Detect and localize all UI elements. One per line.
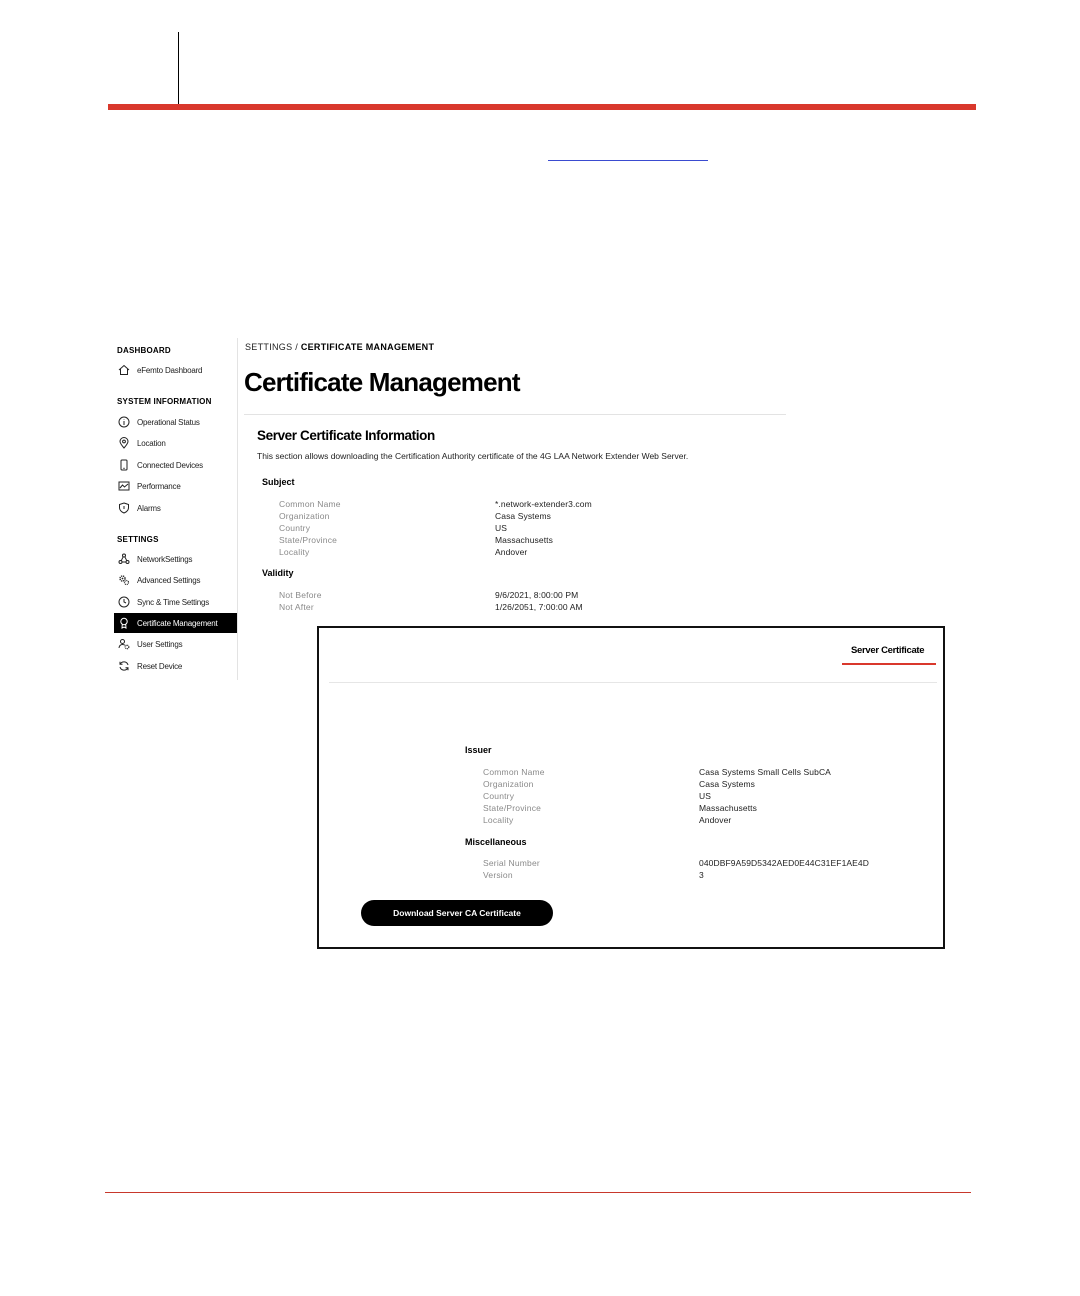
download-server-ca-certificate-button[interactable]: Download Server CA Certificate	[361, 900, 553, 926]
page-footer-rule	[105, 1192, 971, 1193]
user-settings-icon	[117, 637, 131, 651]
subject-organization-label: Organization	[279, 511, 330, 521]
issuer-country-label: Country	[483, 791, 515, 801]
serial-number-label: Serial Number	[483, 858, 540, 868]
sidebar-item-certificate-management[interactable]	[114, 613, 237, 633]
title-divider	[244, 414, 786, 415]
phone-icon	[117, 458, 131, 472]
reset-icon	[117, 659, 131, 673]
page-header-bar	[108, 104, 976, 110]
panel-divider	[329, 682, 937, 683]
sidebar-item-label: Reset Device	[137, 661, 183, 671]
sidebar-item-connected-devices[interactable]	[114, 455, 237, 475]
validity-not-before-label: Not Before	[279, 590, 322, 600]
issuer-common-name-value: Casa Systems Small Cells SubCA	[699, 767, 831, 777]
subject-locality-label: Locality	[279, 547, 310, 557]
sidebar-item-sync-time-settings[interactable]	[114, 592, 237, 612]
serial-number-value: 040DBF9A59D5342AED0E44C31EF1AE4D	[699, 858, 869, 868]
miscellaneous-heading: Miscellaneous	[465, 837, 527, 847]
network-icon	[117, 552, 131, 566]
sidebar-item-efemto-dashboard[interactable]	[114, 360, 237, 380]
breadcrumb-parent[interactable]: SETTINGS	[245, 342, 293, 352]
subject-state-label: State/Province	[279, 535, 338, 545]
page-header-divider	[178, 32, 179, 106]
gears-icon	[117, 573, 131, 587]
validity-not-before-value: 9/6/2021, 8:00:00 PM	[495, 590, 579, 600]
sidebar-item-label: Operational Status	[137, 417, 200, 427]
certificate-icon	[117, 616, 131, 630]
sidebar-heading-settings: SETTINGS	[117, 535, 159, 544]
home-icon	[117, 363, 131, 377]
sidebar-item-label: Certificate Management	[137, 618, 218, 628]
sidebar-item-performance[interactable]	[114, 476, 237, 496]
shield-icon	[117, 501, 131, 515]
breadcrumb	[245, 342, 434, 352]
sidebar-item-user-settings[interactable]	[114, 634, 237, 654]
issuer-state-label: State/Province	[483, 803, 542, 813]
sidebar-item-label: User Settings	[137, 639, 183, 649]
sidebar-item-network-settings[interactable]	[114, 549, 237, 569]
issuer-organization-label: Organization	[483, 779, 534, 789]
sidebar	[113, 338, 238, 680]
sidebar-item-label: Location	[137, 438, 166, 448]
issuer-heading: Issuer	[465, 745, 492, 755]
version-label: Version	[483, 870, 513, 880]
version-value: 3	[699, 870, 704, 880]
issuer-common-name-label: Common Name	[483, 767, 545, 777]
sidebar-item-alarms[interactable]	[114, 498, 237, 518]
subject-common-name-value: *.network-extender3.com	[495, 499, 592, 509]
clock-icon	[117, 595, 131, 609]
sidebar-item-reset-device[interactable]	[114, 656, 237, 676]
sidebar-item-operational-status[interactable]	[114, 412, 237, 432]
subject-common-name-label: Common Name	[279, 499, 341, 509]
subject-country-value: US	[495, 523, 508, 533]
issuer-organization-value: Casa Systems	[699, 779, 755, 789]
issuer-locality-value: Andover	[699, 815, 732, 825]
sidebar-item-location[interactable]	[114, 433, 237, 453]
sidebar-item-label: Advanced Settings	[137, 575, 201, 585]
sidebar-item-label: Alarms	[137, 503, 161, 513]
info-icon	[117, 415, 131, 429]
sidebar-item-label: Sync & Time Settings	[137, 597, 210, 607]
sidebar-item-advanced-settings[interactable]	[114, 570, 237, 590]
page-hyperlink-underline[interactable]	[548, 160, 708, 161]
sidebar-item-label: eFemto Dashboard	[137, 365, 203, 375]
issuer-state-value: Massachusetts	[699, 803, 757, 813]
tab-active-indicator	[842, 663, 936, 665]
section-description: This section allows downloading the Certification Authority certificate of the 4G LAA Network Extender Web Server.	[257, 451, 689, 461]
subject-organization-value: Casa Systems	[495, 511, 551, 521]
server-certificate-panel	[317, 626, 945, 949]
validity-not-after-label: Not After	[279, 602, 314, 612]
breadcrumb-current: CERTIFICATE MANAGEMENT	[300, 342, 435, 352]
sidebar-heading-dashboard: DASHBOARD	[117, 346, 171, 355]
sidebar-heading-system-information: SYSTEM INFORMATION	[117, 397, 212, 406]
subject-country-label: Country	[279, 523, 311, 533]
sidebar-item-label: Connected Devices	[137, 460, 203, 470]
validity-heading: Validity	[262, 568, 294, 578]
subject-locality-value: Andover	[495, 547, 528, 557]
breadcrumb-separator: /	[292, 342, 301, 352]
page-title: Certificate Management	[244, 367, 520, 397]
subject-heading: Subject	[262, 477, 295, 487]
subject-state-value: Massachusetts	[495, 535, 553, 545]
section-title: Server Certificate Information	[257, 428, 435, 443]
sidebar-item-label: NetworkSettings	[137, 554, 193, 564]
tab-server-certificate[interactable]: Server Certificate	[851, 645, 925, 656]
sidebar-item-label: Performance	[137, 481, 181, 491]
chart-icon	[117, 479, 131, 493]
location-pin-icon	[117, 436, 131, 450]
issuer-country-value: US	[699, 791, 712, 801]
validity-not-after-value: 1/26/2051, 7:00:00 AM	[495, 602, 583, 612]
issuer-locality-label: Locality	[483, 815, 514, 825]
